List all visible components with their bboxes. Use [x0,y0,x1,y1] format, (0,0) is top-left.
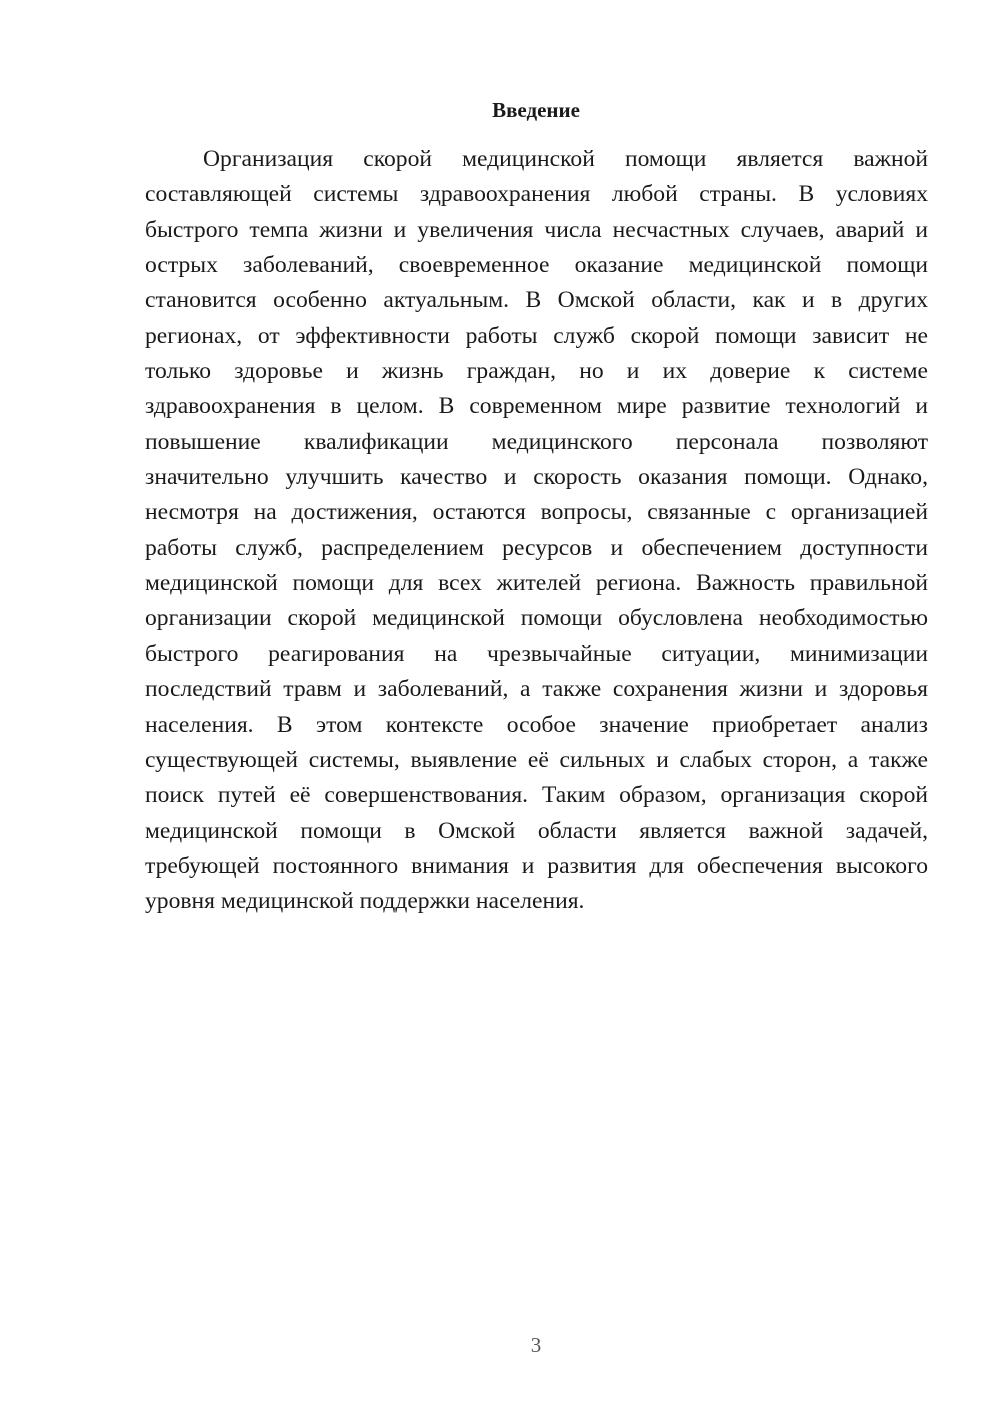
paragraph-line: требующей постоянного внимания и развития для обеспечения высокого [145,852,928,879]
paragraph-line: быстрого темпа жизни и увеличения числа несчастных случаев, аварий и [145,216,928,243]
paragraph-line: Организация скорой медицинской помощи является важной [203,146,928,172]
paragraph-line: работы служб, распределением ресурсов и обеспечением доступности [145,534,928,561]
page-number: 3 [530,1333,542,1357]
paragraph-line: быстрого реагирования на чрезвычайные ситуации, минимизации [145,640,928,667]
section-heading: Введение [492,98,580,122]
paragraph-line: острых заболеваний, своевременное оказание медицинской помощи [145,252,928,279]
paragraph-line: поиск путей её совершенствования. Таким образом, организация скорой [145,782,928,809]
paragraph-line: организации скорой медицинской помощи обусловлена необходимостью [145,605,928,632]
introduction-paragraph [145,142,928,920]
paragraph-line: последствий травм и заболеваний, а также сохранения жизни и здоровья [145,676,928,703]
paragraph-line: несмотря на достижения, остаются вопросы, связанные с организацией [145,499,928,526]
paragraph-line: существующей системы, выявление её сильных и слабых сторон, а также [145,746,928,773]
paragraph-line: только здоровье и жизнь граждан, но и их доверие к системе [145,358,928,385]
paragraph-line: становится особенно актуальным. В Омской области, как и в других [145,287,928,314]
paragraph-line: медицинской помощи в Омской области является важной задачей, [145,817,928,844]
paragraph-line: повышение квалификации медицинского персонала позволяют [145,428,928,455]
paragraph-line: населения. В этом контексте особое значение приобретает анализ [145,711,928,738]
paragraph-line: медицинской помощи для всех жителей региона. Важность правильной [145,570,928,597]
paragraph-line: составляющей системы здравоохранения любой страны. В условиях [145,181,928,208]
paragraph-line: здравоохранения в целом. В современном мире развитие технологий и [145,393,928,420]
paragraph-line: регионах, от эффективности работы служб скорой помощи зависит не [145,322,928,349]
paragraph-line: значительно улучшить качество и скорость оказания помощи. Однако, [145,464,928,491]
paragraph-line: уровня медицинской поддержки населения. [145,888,585,915]
